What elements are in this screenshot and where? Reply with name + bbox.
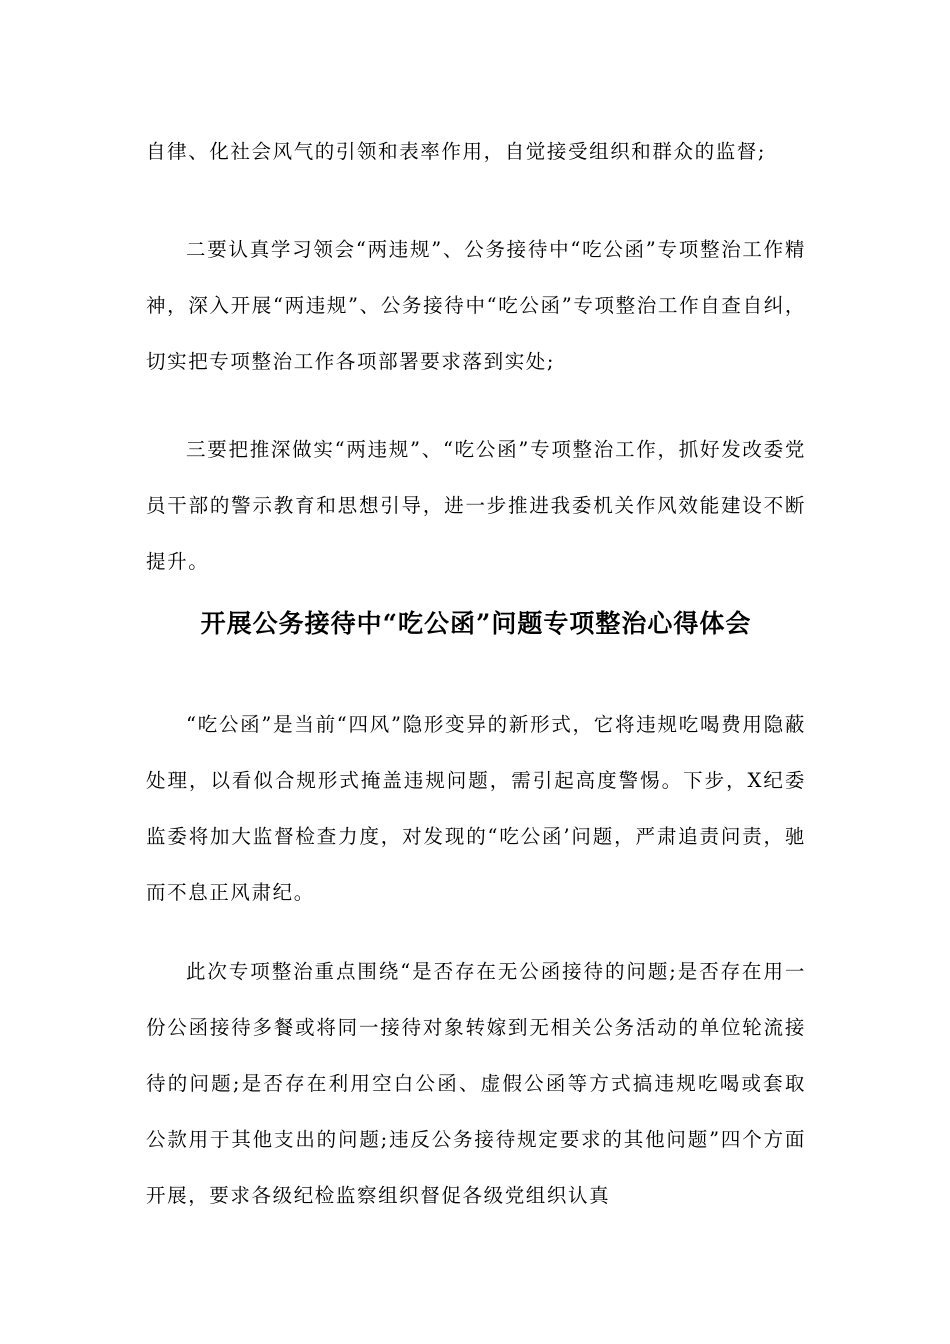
paragraph-rectification-focus: 此次专项整治重点围绕“是否存在无公函接待的问题;是否存在用一份公函接待多餐或将同一接待对象转嫁到无相关公务活动的单位轮流接待的问题;是否存在利用空白公函、虚假公函等方式搞违规吃喝或套取公款用于其他支出的问题;违反公务接待规定要求的其他问题”四个方面开展，要求各级纪检监察组织督促各级党组织认真 bbox=[146, 960, 806, 1207]
paragraph-point-two: 二要认真学习领会“两违规”、公务接待中“吃公函”专项整治工作精神，深入开展“两违规”、公务接待中“吃公函”专项整治工作自查自纠，切实把专项整治工作各项部署要求落到实处; bbox=[146, 238, 806, 373]
paragraph-point-three: 三要把推深做实“两违规”、“吃公函”专项整治工作，抓好发改委党员干部的警示教育和思想引导，进一步推进我委机关作风效能建设不断提升。 bbox=[146, 438, 806, 573]
section-heading: 开展公务接待中“吃公函”问题专项整治心得体会 bbox=[200, 609, 752, 638]
paragraph-intro: “吃公函”是当前“四风”隐形变异的新形式，它将违规吃喝费用隐蔽处理，以看似合规形式掩盖违规问题，需引起高度警惕。下步，X纪委监委将加大监督检查力度，对发现的“吃公函’问题，严肃追责问责，驰而不息正风肃纪。 bbox=[146, 713, 806, 904]
paragraph-continued: 自律、化社会风气的引领和表率作用，自觉接受组织和群众的监督; bbox=[146, 140, 767, 163]
